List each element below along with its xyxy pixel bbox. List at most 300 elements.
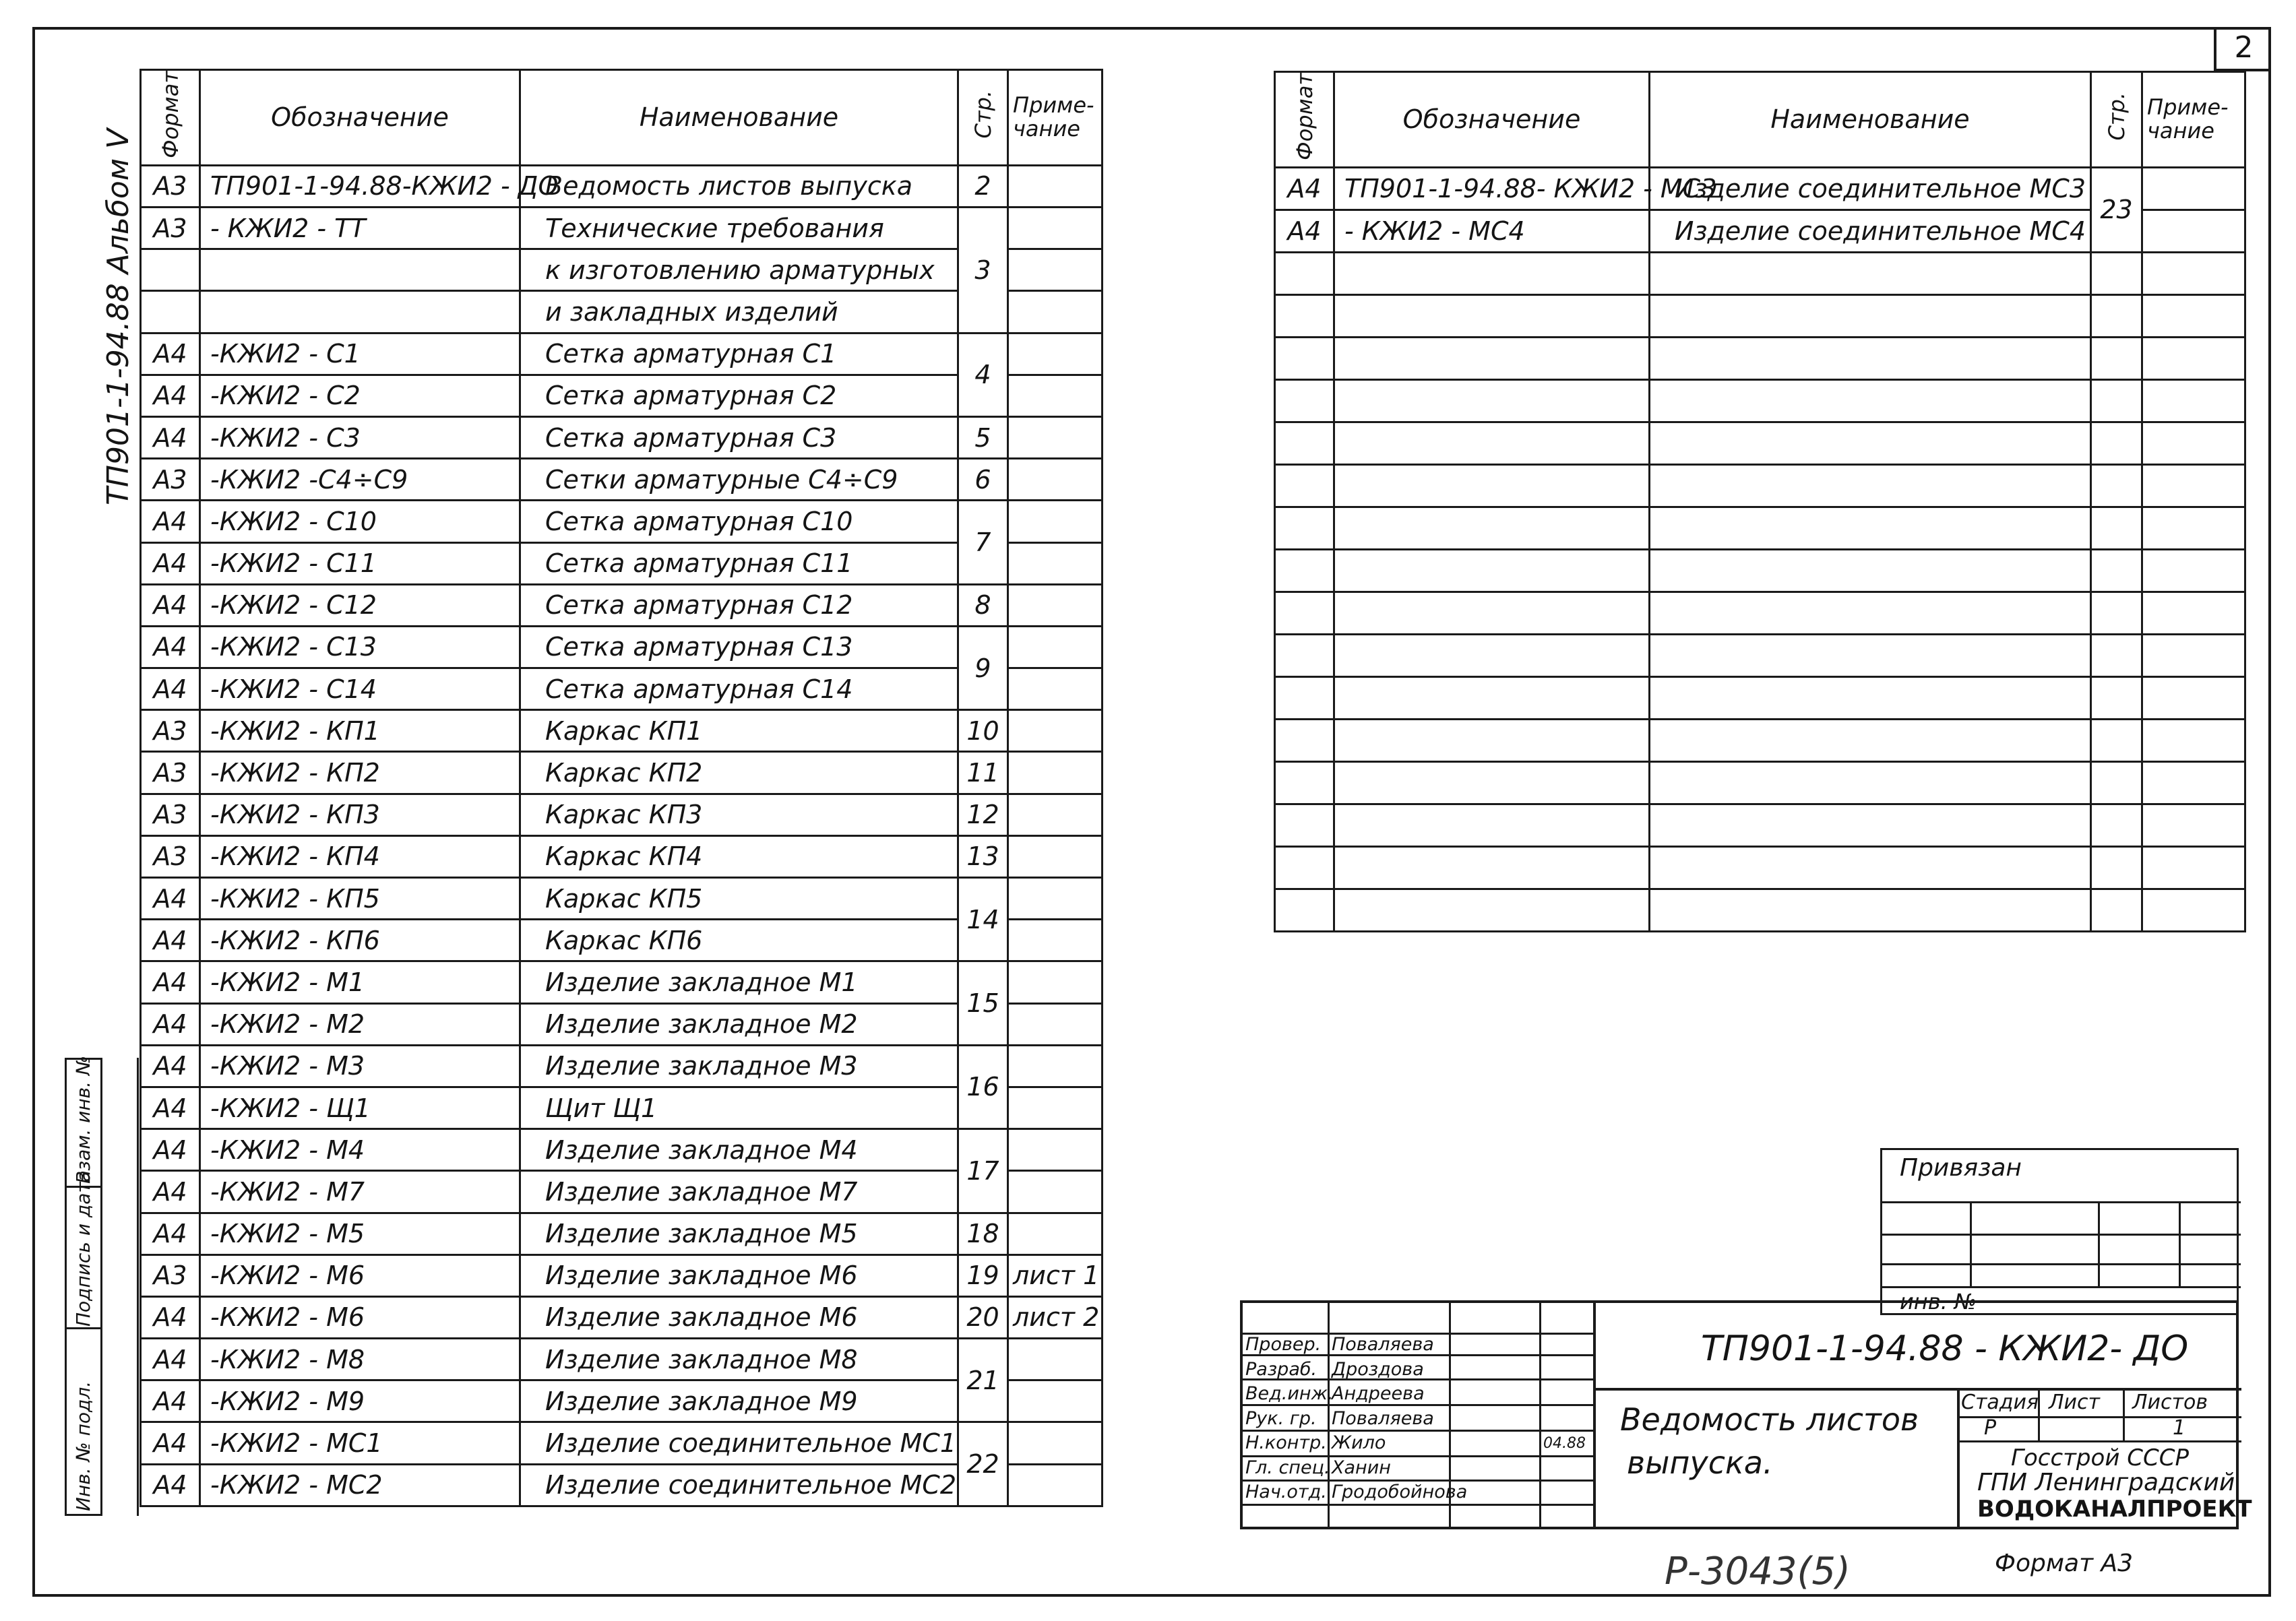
row-format (1275, 676, 1334, 719)
header-designation: Обозначение (200, 70, 520, 166)
privyazan-block (1880, 1148, 2239, 1315)
row-page: 12 (958, 794, 1008, 835)
row-note (1008, 1003, 1103, 1045)
row-page: 3 (958, 208, 1008, 333)
row-page (2091, 804, 2142, 846)
row-page (2091, 719, 2142, 761)
row-name: Изделие закладное М1 (520, 961, 958, 1003)
row-note (2142, 507, 2245, 549)
row-format (1275, 379, 1334, 422)
row-designation: -КЖИ2 - С14 (200, 668, 520, 710)
header-designation: Обозначение (1334, 72, 1650, 168)
row-name: Каркас КП2 (520, 752, 958, 794)
row-format: А4 (141, 1339, 200, 1380)
table-row (1275, 379, 2245, 422)
row-note (2142, 804, 2245, 846)
row-name: Изделие закладное М5 (520, 1213, 958, 1254)
row-name: Технические требования (520, 208, 958, 249)
row-page: 4 (958, 333, 1008, 416)
row-page: 21 (958, 1339, 1008, 1422)
row-designation (1334, 676, 1650, 719)
row-name (1650, 889, 2091, 931)
privyazan-label: Привязан (1900, 1154, 2022, 1182)
table-row (141, 920, 1103, 961)
row-name: Изделие закладное М3 (520, 1045, 958, 1087)
row-name: Сетка арматурная С1 (520, 333, 958, 375)
row-note (1008, 752, 1103, 794)
row-designation: -КЖИ2 - КП5 (200, 878, 520, 920)
approval-sidebar (65, 1055, 139, 1516)
table-row (1275, 889, 2245, 931)
row-name: Сетка арматурная С14 (520, 668, 958, 710)
row-page: 15 (958, 961, 1008, 1045)
row-page (2091, 549, 2142, 592)
row-page (2091, 252, 2142, 294)
row-note (1008, 584, 1103, 626)
header-format: Формат (1275, 72, 1334, 168)
table-row (141, 542, 1103, 584)
row-note (1008, 249, 1103, 291)
row-format: А3 (141, 835, 200, 877)
row-format: А4 (1275, 167, 1334, 210)
row-format: А4 (141, 1464, 200, 1506)
header-note: Приме- чание (1008, 70, 1103, 166)
row-name (1650, 464, 2091, 507)
header-note: Приме- чание (2142, 72, 2245, 168)
row-note (1008, 375, 1103, 416)
table-row (141, 1254, 1103, 1296)
row-designation: -КЖИ2 - МС1 (200, 1422, 520, 1464)
row-format: А4 (141, 1296, 200, 1338)
table-row (141, 626, 1103, 668)
row-format: А4 (141, 920, 200, 961)
org-line-3: ВОДОКАНАЛПРОЕКТ (1977, 1496, 2252, 1523)
tb-rule (1593, 1303, 1596, 1527)
row-format (141, 291, 200, 333)
table-row (141, 1003, 1103, 1045)
row-name (1650, 846, 2091, 889)
table-row (141, 333, 1103, 375)
table-row (1275, 337, 2245, 379)
row-designation: -КЖИ2 - М6 (200, 1296, 520, 1338)
row-page (2091, 464, 2142, 507)
row-page: 19 (958, 1254, 1008, 1296)
row-format: А4 (141, 1380, 200, 1422)
document-title-line1: Ведомость листов (1620, 1401, 1919, 1438)
row-page: 22 (958, 1422, 1008, 1506)
row-format (1275, 592, 1334, 634)
row-note (1008, 1087, 1103, 1129)
row-page (2091, 422, 2142, 464)
row-note (1008, 1171, 1103, 1213)
row-designation: -КЖИ2 - МС2 (200, 1464, 520, 1506)
org-line-2: ГПИ Ленинградский (1977, 1469, 2235, 1496)
row-page: 11 (958, 752, 1008, 794)
right-sheets-table (1274, 71, 2246, 932)
row-page: 18 (958, 1213, 1008, 1254)
table-row (141, 1422, 1103, 1464)
row-designation (1334, 422, 1650, 464)
row-page: 10 (958, 710, 1008, 752)
archive-mark: Р-3043(5) (1665, 1550, 1851, 1593)
row-note (2142, 294, 2245, 337)
privyazan-rule (1882, 1201, 2241, 1203)
row-name (1650, 422, 2091, 464)
format-label: Формат А3 (1995, 1550, 2134, 1577)
table-row (141, 752, 1103, 794)
row-designation: -КЖИ2 - КП3 (200, 794, 520, 835)
tb-rule (2123, 1388, 2125, 1442)
right-table-header (1275, 72, 2245, 168)
table-row (1275, 507, 2245, 549)
signature-role: Вед.инж. (1245, 1383, 1334, 1404)
row-designation: -КЖИ2 - Щ1 (200, 1087, 520, 1129)
table-row (141, 961, 1103, 1003)
row-designation (1334, 337, 1650, 379)
row-note (1008, 501, 1103, 542)
row-note (1008, 961, 1103, 1003)
row-format: А4 (141, 626, 200, 668)
table-row (1275, 167, 2245, 210)
table-row (141, 1045, 1103, 1087)
signature-role: Гл. спец. (1245, 1457, 1330, 1478)
row-page: 17 (958, 1129, 1008, 1213)
row-format (1275, 422, 1334, 464)
table-row (141, 1213, 1103, 1254)
row-name (1650, 337, 2091, 379)
row-page (2091, 379, 2142, 422)
row-note (2142, 634, 2245, 676)
row-note (2142, 719, 2245, 761)
row-name (1650, 634, 2091, 676)
row-note (2142, 464, 2245, 507)
row-format: А4 (141, 333, 200, 375)
row-name: Щит Щ1 (520, 1087, 958, 1129)
row-note (1008, 1129, 1103, 1171)
row-page: 23 (2091, 167, 2142, 252)
row-name (1650, 294, 2091, 337)
row-name: Каркас КП3 (520, 794, 958, 835)
row-designation (1334, 719, 1650, 761)
row-format: А4 (141, 961, 200, 1003)
row-designation: -КЖИ2 - КП1 (200, 710, 520, 752)
header-name: Наименование (520, 70, 958, 166)
row-name: Сетка арматурная С3 (520, 416, 958, 458)
stage-label: Стадия (1961, 1391, 2039, 1414)
row-note (2142, 549, 2245, 592)
stage-value: Р (1984, 1416, 1997, 1440)
tb-rule (1957, 1416, 2241, 1418)
row-note (1008, 1339, 1103, 1380)
table-row (141, 291, 1103, 333)
signature-role: Рук. гр. (1245, 1407, 1317, 1429)
privyazan-rule (1882, 1234, 2241, 1236)
row-format: А4 (141, 1045, 200, 1087)
table-row (141, 165, 1103, 207)
table-row (141, 794, 1103, 835)
table-row (141, 835, 1103, 877)
row-name: и закладных изделий (520, 291, 958, 333)
tb-rule (1539, 1303, 1541, 1527)
row-name (1650, 804, 2091, 846)
row-page: 20 (958, 1296, 1008, 1338)
row-designation (1334, 634, 1650, 676)
row-note (1008, 1464, 1103, 1506)
privyazan-rule (2179, 1201, 2181, 1286)
table-row (141, 208, 1103, 249)
row-designation (1334, 889, 1650, 931)
row-designation: -КЖИ2 - С13 (200, 626, 520, 668)
row-name: Изделие соединительное МС1 (520, 1422, 958, 1464)
row-format: А4 (141, 584, 200, 626)
row-page: 2 (958, 165, 1008, 207)
tb-rule (1243, 1430, 1593, 1432)
row-name (1650, 592, 2091, 634)
row-designation (1334, 846, 1650, 889)
row-note (2142, 889, 2245, 931)
row-note (1008, 416, 1103, 458)
table-row (141, 1087, 1103, 1129)
table-row (1275, 846, 2245, 889)
row-designation: ТП901-1-94.88- КЖИ2 - МС3 (1334, 167, 1650, 210)
row-format: А4 (141, 375, 200, 416)
row-designation: -КЖИ2 - М4 (200, 1129, 520, 1171)
sidebar-inv-podl: Инв. № подл. (67, 1327, 100, 1516)
row-format (1275, 252, 1334, 294)
table-row (141, 249, 1103, 291)
signature-role: Нач.отд. (1245, 1482, 1327, 1502)
row-name (1650, 507, 2091, 549)
privyazan-rule (1882, 1263, 2241, 1265)
row-note (1008, 1380, 1103, 1422)
sidebar-column-2 (102, 1058, 139, 1516)
table-row (1275, 252, 2245, 294)
row-format: А3 (141, 165, 200, 207)
row-format: А3 (141, 710, 200, 752)
row-note (1008, 1422, 1103, 1464)
row-format (1275, 889, 1334, 931)
row-page: 8 (958, 584, 1008, 626)
row-designation (1334, 804, 1650, 846)
sheet-label: Лист (2049, 1391, 2101, 1414)
row-designation: ТП901-1-94.88-КЖИ2 - ДО (200, 165, 520, 207)
row-designation: -КЖИ2 - М1 (200, 961, 520, 1003)
row-designation (1334, 761, 1650, 804)
row-format: А4 (141, 542, 200, 584)
row-note (1008, 835, 1103, 877)
row-designation: -КЖИ2 -С4÷С9 (200, 459, 520, 501)
row-format: А4 (141, 1129, 200, 1171)
album-label: ТП901-1-94.88 Альбом V (101, 128, 135, 505)
row-note (1008, 668, 1103, 710)
row-page: 13 (958, 835, 1008, 877)
row-designation: -КЖИ2 - С10 (200, 501, 520, 542)
privyazan-inv-label: инв. № (1900, 1289, 1977, 1314)
table-row (141, 375, 1103, 416)
title-block (1240, 1300, 2252, 1529)
row-name (1650, 379, 2091, 422)
signature-name: Поваляева (1332, 1334, 1434, 1355)
signature-role: Разраб. (1245, 1358, 1317, 1380)
row-designation: -КЖИ2 - С2 (200, 375, 520, 416)
row-format: А4 (141, 1422, 200, 1464)
row-name: Изделие закладное М8 (520, 1339, 958, 1380)
row-name: Сетка арматурная С2 (520, 375, 958, 416)
sheets-label: Листов (2132, 1391, 2208, 1414)
row-format: А4 (141, 501, 200, 542)
row-note (1008, 1045, 1103, 1087)
sidebar-vzam: Взам. инв. № (67, 1058, 100, 1186)
table-row (141, 1171, 1103, 1213)
table-row (1275, 549, 2245, 592)
signature-name: Поваляева (1332, 1407, 1434, 1429)
row-name: Ведомость листов выпуска (520, 165, 958, 207)
row-designation (200, 291, 520, 333)
row-note (1008, 459, 1103, 501)
row-name: Сетка арматурная С10 (520, 501, 958, 542)
row-designation: -КЖИ2 - КП2 (200, 752, 520, 794)
row-page: 7 (958, 501, 1008, 584)
row-page (2091, 337, 2142, 379)
row-note (2142, 422, 2245, 464)
table-row (141, 668, 1103, 710)
row-format: А4 (141, 1087, 200, 1129)
signature-name: Гродобойнова (1332, 1482, 1468, 1502)
table-row (1275, 804, 2245, 846)
table-row (141, 584, 1103, 626)
row-page: 9 (958, 626, 1008, 709)
row-note (1008, 208, 1103, 249)
row-name (1650, 761, 2091, 804)
privyazan-rule (2098, 1201, 2100, 1286)
row-format (1275, 804, 1334, 846)
signature-name: Жило (1332, 1432, 1386, 1453)
table-row (1275, 294, 2245, 337)
table-row (1275, 464, 2245, 507)
table-row (141, 1129, 1103, 1171)
row-note (1008, 878, 1103, 920)
row-designation: -КЖИ2 - КП6 (200, 920, 520, 961)
row-format: А4 (141, 416, 200, 458)
table-row (1275, 634, 2245, 676)
row-format: А3 (141, 794, 200, 835)
row-designation: -КЖИ2 - М8 (200, 1339, 520, 1380)
row-note (2142, 846, 2245, 889)
document-title-line2: выпуска. (1627, 1444, 1773, 1481)
table-row (1275, 422, 2245, 464)
table-row (141, 416, 1103, 458)
row-format (141, 249, 200, 291)
tb-rule (1243, 1404, 1593, 1406)
row-format: А3 (141, 752, 200, 794)
row-name: Каркас КП6 (520, 920, 958, 961)
row-note (2142, 761, 2245, 804)
row-page (2091, 592, 2142, 634)
row-format: А4 (141, 1213, 200, 1254)
row-page (2091, 634, 2142, 676)
row-note: лист 2 (1008, 1296, 1103, 1338)
table-row (141, 1380, 1103, 1422)
sheets-value: 1 (2173, 1416, 2186, 1440)
tb-rule (1243, 1504, 1593, 1506)
row-page (2091, 676, 2142, 719)
tb-rule (1957, 1440, 2241, 1442)
table-row (1275, 761, 2245, 804)
row-format (1275, 507, 1334, 549)
row-name: Сетка арматурная С12 (520, 584, 958, 626)
row-name: Изделие закладное М7 (520, 1171, 958, 1213)
signature-name: Андреева (1332, 1383, 1425, 1404)
row-note (1008, 710, 1103, 752)
row-note (2142, 379, 2245, 422)
row-format (1275, 294, 1334, 337)
signature-name: Ханин (1332, 1457, 1391, 1478)
row-name: Каркас КП5 (520, 878, 958, 920)
row-name: Сетки арматурные С4÷С9 (520, 459, 958, 501)
row-page: 5 (958, 416, 1008, 458)
row-designation (1334, 464, 1650, 507)
row-format (1275, 634, 1334, 676)
table-row (1275, 592, 2245, 634)
row-note: лист 1 (1008, 1254, 1103, 1296)
row-note (1008, 165, 1103, 207)
row-page (2091, 846, 2142, 889)
tb-rule (1957, 1388, 1960, 1527)
row-designation (200, 249, 520, 291)
row-designation: -КЖИ2 - М2 (200, 1003, 520, 1045)
document-designation: ТП901-1-94.88 - КЖИ2- ДО (1701, 1329, 2189, 1369)
row-designation: - КЖИ2 - МС4 (1334, 210, 1650, 252)
row-note (2142, 210, 2245, 252)
row-format (1275, 846, 1334, 889)
row-name: к изготовлению арматурных (520, 249, 958, 291)
row-note (2142, 337, 2245, 379)
table-row (141, 878, 1103, 920)
row-format: А3 (141, 208, 200, 249)
table-row (141, 1464, 1103, 1506)
row-note (1008, 920, 1103, 961)
row-note (2142, 676, 2245, 719)
row-name: Изделие закладное М6 (520, 1296, 958, 1338)
row-name: Сетка арматурная С11 (520, 542, 958, 584)
row-designation: -КЖИ2 - М3 (200, 1045, 520, 1087)
row-designation: -КЖИ2 - С12 (200, 584, 520, 626)
row-note (1008, 333, 1103, 375)
row-name (1650, 719, 2091, 761)
row-page (2091, 294, 2142, 337)
row-name (1650, 676, 2091, 719)
row-note (1008, 542, 1103, 584)
row-note (1008, 626, 1103, 668)
row-designation: -КЖИ2 - М6 (200, 1254, 520, 1296)
row-format: А4 (1275, 210, 1334, 252)
table-row (141, 710, 1103, 752)
row-format (1275, 549, 1334, 592)
row-name: Изделие закладное М2 (520, 1003, 958, 1045)
row-name (1650, 252, 2091, 294)
row-format: А4 (141, 878, 200, 920)
row-designation (1334, 507, 1650, 549)
row-name: Изделие закладное М6 (520, 1254, 958, 1296)
row-designation: - КЖИ2 - ТТ (200, 208, 520, 249)
row-note (1008, 1213, 1103, 1254)
row-note (2142, 592, 2245, 634)
org-line-1: Госстрой СССР (2011, 1444, 2189, 1471)
row-name: Каркас КП1 (520, 710, 958, 752)
row-note (1008, 291, 1103, 333)
table-row (141, 1296, 1103, 1338)
header-page: Стр. (958, 70, 1008, 166)
